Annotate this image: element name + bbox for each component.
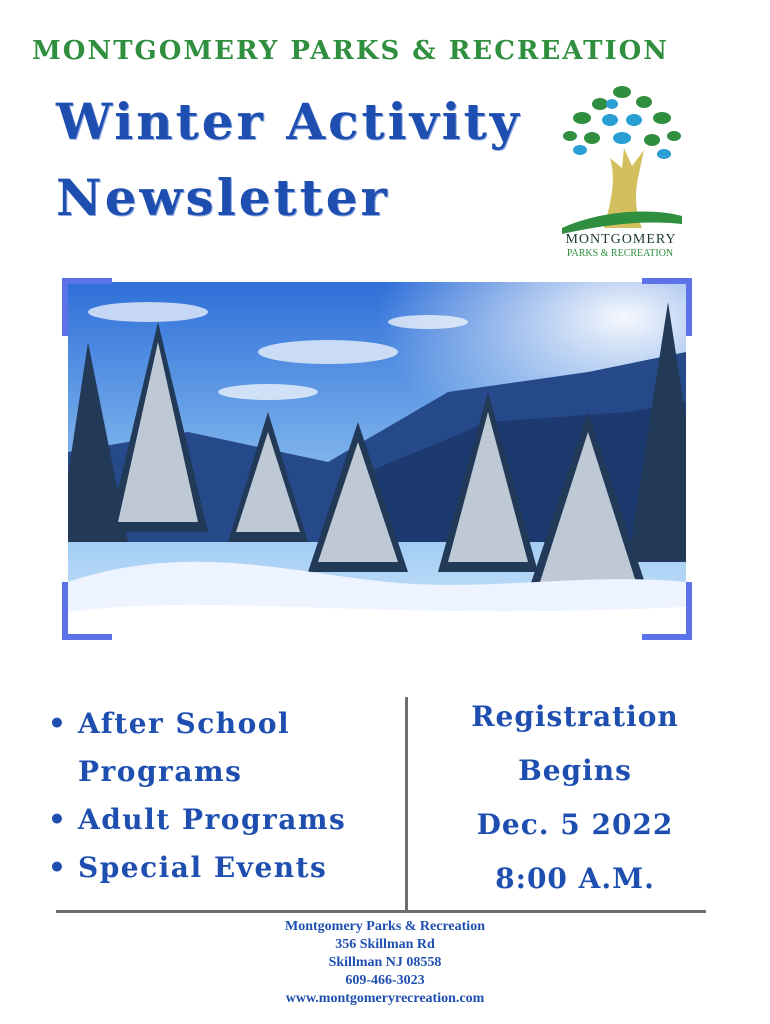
vertical-divider bbox=[405, 697, 408, 911]
list-item: • Special Events bbox=[48, 844, 398, 892]
headline-line2: Newsletter bbox=[56, 168, 390, 227]
footer-street: 356 Skillman Rd bbox=[335, 937, 435, 952]
registration-line2: Begins bbox=[518, 754, 632, 787]
footer-city: Skillman NJ 08558 bbox=[328, 955, 442, 970]
logo-text-line1: MONTGOMERY bbox=[565, 232, 677, 247]
list-item: • Adult Programs bbox=[48, 796, 398, 844]
registration-date: Dec. 5 2022 bbox=[476, 808, 674, 841]
logo-text-line2: PARKS & RECREATION bbox=[566, 248, 674, 259]
list-item: • After School Programs bbox=[48, 700, 398, 796]
footer-address bbox=[185, 918, 585, 1008]
snowy-forest-photo bbox=[68, 282, 686, 636]
frame-corner-bottom-left bbox=[62, 582, 112, 640]
frame-corner-top-right bbox=[642, 278, 692, 336]
org-title: MONTGOMERY PARKS & RECREATION bbox=[32, 36, 670, 66]
headline-line1: Winter Activity bbox=[56, 92, 522, 151]
registration-line1: Registration bbox=[471, 700, 679, 733]
footer-website-link[interactable]: www.montgomeryrecreation.com bbox=[285, 991, 485, 1006]
footer-name: Montgomery Parks & Recreation bbox=[285, 919, 485, 934]
program-list bbox=[48, 700, 398, 892]
photo-frame bbox=[62, 278, 692, 640]
frame-corner-bottom-right bbox=[642, 582, 692, 640]
horizontal-divider bbox=[56, 910, 706, 913]
frame-corner-top-left bbox=[62, 278, 112, 336]
footer-phone[interactable]: 609-466-3023 bbox=[345, 973, 425, 988]
registration-time: 8:00 A.M. bbox=[495, 862, 655, 895]
